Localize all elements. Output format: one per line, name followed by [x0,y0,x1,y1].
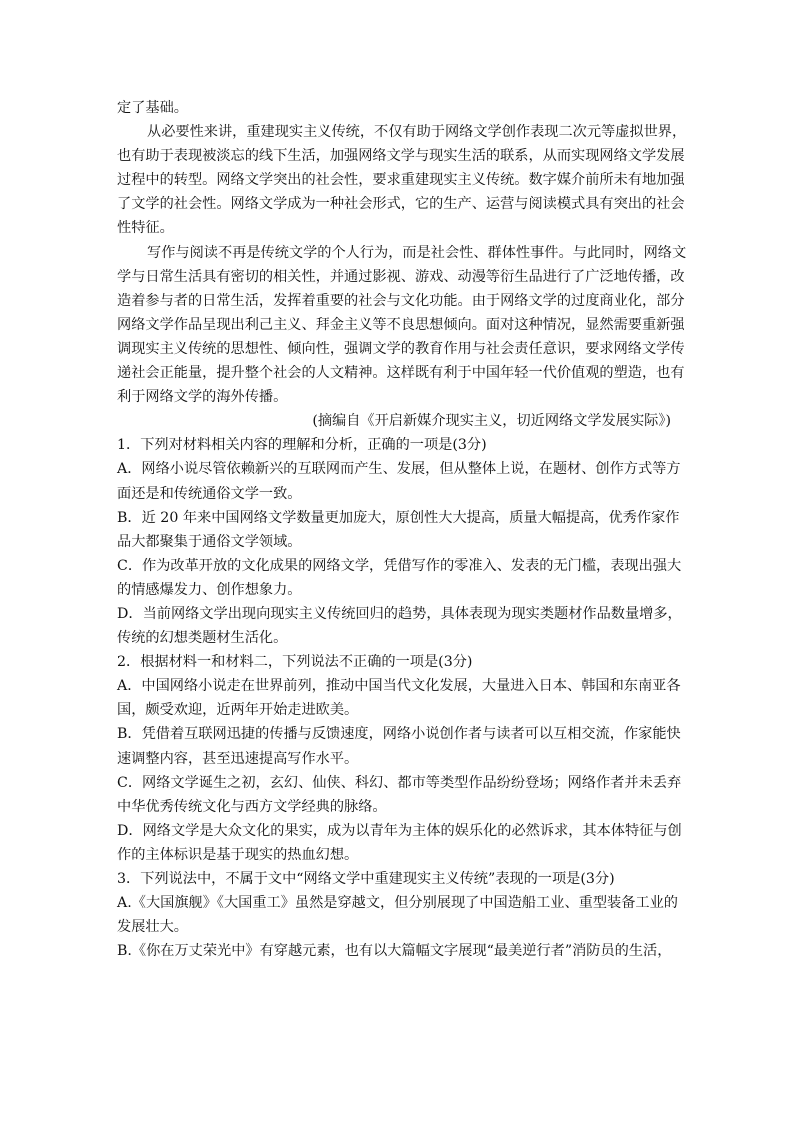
option-line: 速调整内容，甚至迅速提高写作水平。 [117,750,359,767]
text-line: 过程中的转型。网络文学突出的社会性，要求重建现实主义传统。数字媒介前所未有地加强 [117,172,685,189]
text-line: 利于网络文学的海外传播。 [117,389,288,406]
text-line: 调现实主义传统的思想性、倾向性，强调文学的教育作用与社会责任意识，要求网络文学传 [117,340,685,357]
text-line: 从必要性来讲，重建现实主义传统，不仅有助于网络文学创作表现二次元等虚拟世界， [147,124,687,141]
question-stem: 2．根据材料一和材料二，下列说法不正确的一项是(3分) [117,654,473,671]
option-line: 发展壮大。 [117,919,188,936]
question-stem: 3．下列说法中，不属于文中“网络文学中重建现实主义传统”表现的一项是(3分) [117,871,615,887]
question-stem: 1．下列对材料相关内容的理解和分析，正确的一项是(3分) [117,437,487,454]
option-line: B.《你在万丈荣光中》有穿越元素，也有以大篇幅文字展现“最美逆行者”消防员的生活， [117,943,672,960]
text-line: 造着参与者的日常生活，发挥着重要的社会与文化功能。由于网络文学的过度商业化，部分 [117,292,685,309]
text-line: 性特征。 [117,220,174,237]
source-citation: (摘编自《开启新媒介现实主义，切近网络文学发展实际》) [312,413,671,430]
option-line: A．网络小说尽管依赖新兴的互联网而产生、发展，但从整体上说，在题材、创作方式等方 [117,461,681,478]
option-line: B．近 20 年来中国网络文学数量更加庞大，原创性大大提高，质量大幅提高，优秀作家作 [117,509,680,526]
option-line: C．作为改革开放的文化成果的网络文学，凭借写作的零准入、发表的无门槛，表现出强大 [117,557,682,574]
text-line: 网络文学作品呈现出利己主义、拜金主义等不良思想倾向。面对这种情况，显然需要重新强 [117,316,685,333]
option-line: 的情感爆发力、创作想象力。 [117,581,302,598]
document-page [117,96,687,963]
option-line: B．凭借着互联网迅捷的传播与反馈速度，网络小说创作者与读者可以互相交流，作家能快 [117,726,681,743]
option-line: 中华优秀传统文化与西方文学经典的脉络。 [117,798,387,815]
option-line: 品大都聚集于通俗文学领域。 [117,533,302,550]
text-line: 了文学的社会性。网络文学成为一种社会形式，它的生产、运营与阅读模式具有突出的社会 [117,196,685,213]
option-line: 传统的幻想类题材生活化。 [117,630,288,647]
text-line: 递社会正能量，提升整个社会的人文精神。这样既有利于中国年轻一代价值观的塑造，也有 [117,365,685,382]
text-line: 学与日常生活具有密切的相关性，并通过影视、游戏、动漫等衍生品进行了广泛地传播，改 [117,268,685,285]
text-line: 写作与阅读不再是传统文学的个人行为，而是社会性、群体性事件。与此同时，网络文 [147,244,687,261]
option-line: C．网络文学诞生之初，玄幻、仙侠、科幻、都市等类型作品纷纷登场；网络作者并未丢弃 [117,774,682,791]
option-line: A．中国网络小说走在世界前列，推动中国当代文化发展，大量进入日本、韩国和东南亚各 [117,678,681,695]
option-line: 面还是和传统通俗文学一致。 [117,485,302,502]
option-line: D．网络文学是大众文化的果实，成为以青年为主体的娱乐化的必然诉求，其本体特征与创 [117,822,682,839]
option-line: D．当前网络文学出现向现实主义传统回归的趋势，具体表现为现实类题材作品数量增多， [117,605,682,622]
option-line: 国，颇受欢迎，近两年开始走进欧美。 [117,702,359,719]
option-line: 作的主体标识是基于现实的热血幻想。 [117,846,359,863]
option-line: A.《大国旗舰》《大国重工》虽然是穿越文，但分别展现了中国造船工业、重型装备工业的 [117,895,678,912]
text-line: 也有助于表现被淡忘的线下生活，加强网络文学与现实生活的联系，从而实现网络文学发展 [117,148,685,165]
text-line: 定了基础。 [117,100,188,116]
